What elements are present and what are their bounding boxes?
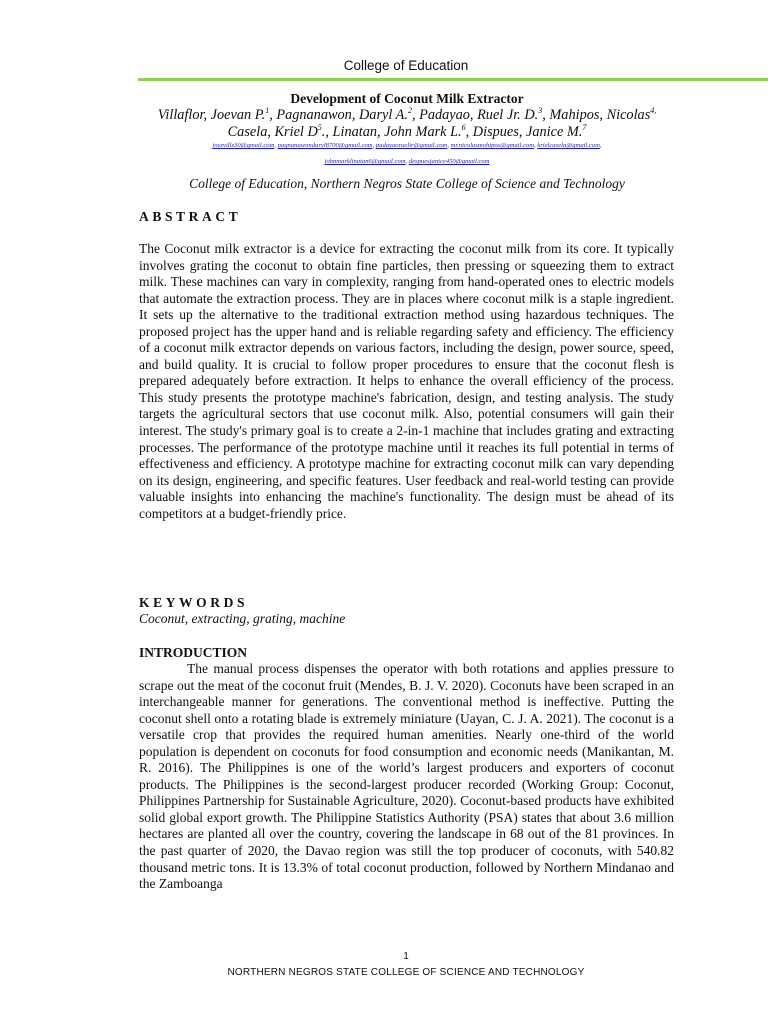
introduction-heading: INTRODUCTION — [139, 645, 248, 660]
email-link[interactable]: padayaoruelir@gmail.com — [375, 142, 448, 149]
paper-title: Development of Coconut Milk Extractor — [290, 91, 524, 106]
email-link[interactable]: despuesjanice450@gmail.com — [408, 158, 490, 165]
author-emails-line-2: johnmarklinatan6@gmail.com, despuesjanice450@gmail.com — [324, 158, 490, 165]
page-number: 1 — [403, 951, 409, 962]
email-link[interactable]: joyzvillz30@gmail.com — [212, 142, 275, 149]
footer-institution: NORTHERN NEGROS STATE COLLEGE OF SCIENCE AND TECHNOLOGY — [227, 967, 585, 978]
author-name: Villaflor, Joevan P. — [157, 107, 266, 123]
email-link[interactable]: pagnanawondaryl8700@gmail.com — [277, 142, 373, 149]
author-affiliation-mark: 1 — [265, 106, 270, 116]
abstract-heading: ABSTRACT — [139, 209, 242, 224]
affiliation: College of Education, Northern Negros State College of Science and Technology — [189, 176, 625, 191]
author-affiliation-mark: 2 — [407, 106, 412, 116]
header-rule — [138, 78, 768, 81]
author-list: Villaflor, Joevan P.$^1$, Pagnanawon, Daryl A.$^2$, Padayao, Ruel Jr. D.$^3$, Mahipos, Nicolas$^{4,}$ Casela, Kriel $D^5$., Linatan, John Mark L.$^6$, Dispues, Janice M.$^7$ — [157, 106, 657, 140]
author-name: Mahipos, Nicolas — [549, 107, 651, 123]
author-affiliation-mark: 4, — [650, 106, 657, 116]
introduction-body: The manual process dispenses the operator with both rotations and applies pressure to scrape out the meat of the coconut fruit (Mendes, B. J. V. 2020). Coconuts have been scraped in an interchangeable manner for generations. The conventional method is ineffective. Putting the coconut shell onto a rotating blade is extremely miniature (Uayan, C. J. A. 2021). The coconut is a versatile crop that provides the required human amenities. Nearly one-third of the world population is dependent on coconuts for food consumption and economic needs (Manikantan, M. R. 2016). The Philippines is one of the world’s largest producers and exporters of coconut products. The Philippines is the second-largest producer recorded (Working Group: Coconut, Philippines Partnership for Sustainable Agriculture, 2020). Coconut-based products have exhibited solid global export growth. The Philippine Statistics Authority (PSA) states that about 3.6 million hectares are planted all over the country, covering the landscape in 68 out of the 81 provinces. In the past quarter of 2020, the Davao region was still the top producer of coconuts, with 540.82 thousand metric tons. It is 13.3% of total coconut production, followed by Northern Mindanao and the Zamboanga — [139, 661, 674, 892]
author-affiliation-mark: 6 — [461, 123, 466, 133]
author-affiliation-mark: 7 — [582, 123, 587, 133]
email-link[interactable]: mr.nicolasmohipos@gmail.com — [450, 142, 534, 149]
author-name: Dispues, Janice M. — [472, 124, 583, 140]
author-emails-line-1: joyzvillz30@gmail.com, pagnanawondaryl8700@gmail.com, padayaoruelir@gmail.com, mr.nicolasmohipos@gmail.com, krielcasela@gmail.com, — [212, 142, 602, 149]
keywords-heading: KEYWORDS — [139, 595, 249, 610]
abstract-body: The Coconut milk extractor is a device for extracting the coconut milk from its core. It typically involves grating the coconut to obtain fine particles, then pressing or squeezing them to extract milk. These machines can vary in complexity, ranging from hand-operated ones to electric models that automate the extraction process. They are in places where coconut milk is a staple ingredient. It sets up the alternative to the traditional extraction method using hazardous techniques. The proposed project has the upper hand and is reliable regarding safety and efficiency. The efficiency of a coconut milk extractor depends on various factors, including the design, power source, speed, and build quality. It is crucial to follow proper procedures to ensure that the coconut flesh is prepared adequately before extraction. It helps to enhance the overall efficiency of the process. This study presents the prototype machine's fabrication, design, and testing analysis. The study targets the agricultural sectors that use coconut milk. Also, potential consumers will gain their interest. The study's primary goal is to create a 2-in-1 machine that includes grating and extracting processes. The performance of the prototype machine until it reaches its full potential in terms of effectiveness and efficiency. A prototype machine for extracting coconut milk can vary depending on its design, engineering, and specific features. User feedback and real-world testing can provide valuable insights into enhancing the machine's functionality. The design must be ahead of its competitors at a budget-friendly price. — [139, 241, 674, 521]
email-link[interactable]: krielcasela@gmail.com — [537, 142, 600, 149]
author-name: Pagnanawon, Daryl A. — [276, 107, 408, 123]
author-name: Linatan, John Mark L. — [332, 124, 462, 140]
author-name: Padayao, Ruel Jr. D. — [419, 107, 539, 123]
header-title: College of Education — [343, 58, 469, 73]
author-affiliation-mark: 5 — [317, 123, 322, 133]
author-affiliation-mark: 3 — [538, 106, 543, 116]
email-link[interactable]: johnmarklinatan6@gmail.com — [324, 158, 406, 165]
keywords-list: Coconut, extracting, grating, machine — [139, 611, 346, 626]
author-name: Casela, Kriel D — [227, 124, 318, 140]
